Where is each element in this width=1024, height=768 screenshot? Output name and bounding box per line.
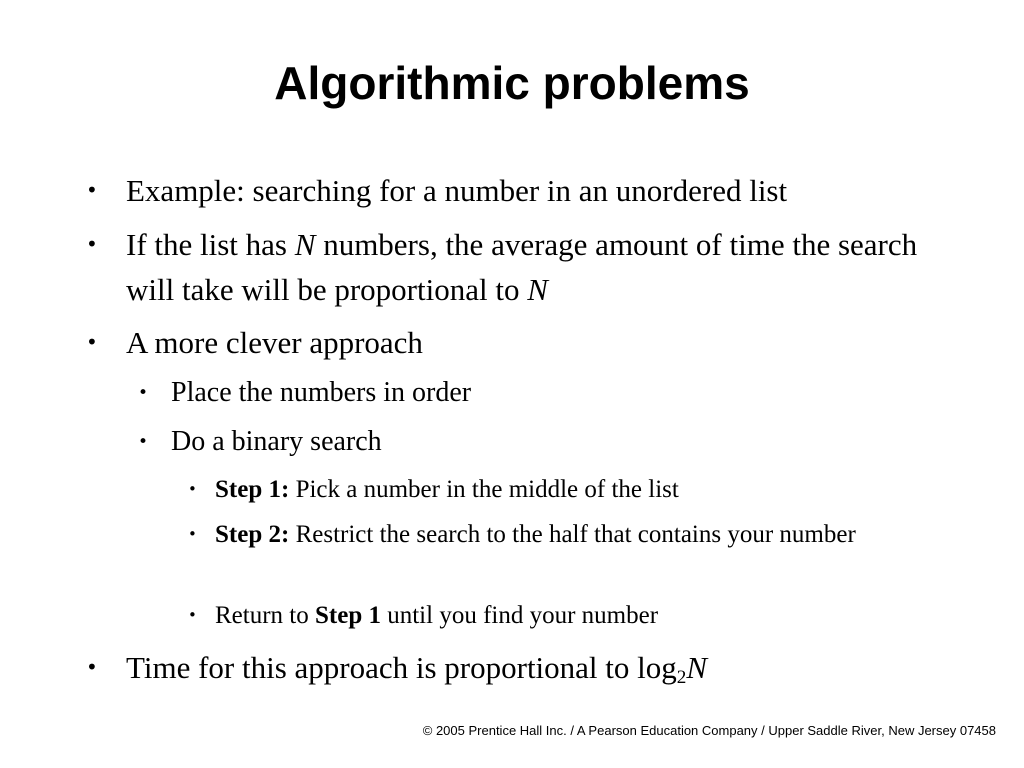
step-item-return [188,597,948,634]
bullet-icon: • [188,606,197,624]
bullet-text [126,645,936,690]
text-segment: Return to [215,602,315,629]
bullet-item-clever-approach [86,320,936,365]
slide-title: Algorithmic problems [274,57,750,109]
step-text [215,516,948,553]
step-item-2 [188,516,948,553]
bullet-icon: • [138,432,149,452]
subbullet-text: Place the numbers in order [171,377,472,408]
bullet-icon: • [86,178,98,202]
bullet-text: Example: searching for a number in an unordered list [126,173,788,208]
variable-n: N [527,272,548,307]
text-segment: Restrict the search to the half that contains your number [289,521,856,548]
text-segment: Pick a number in the middle of the list [289,476,679,503]
subbullet-text: Do a binary search [171,426,382,457]
bullet-icon: • [188,525,197,543]
step-label: Step 1 [315,602,381,629]
bullet-item-average-time [86,222,936,312]
step-label: Step 1: [215,476,290,503]
variable-n: N [686,650,708,685]
bullet-text: A more clever approach [126,325,423,360]
step-label: Step 2: [215,521,290,548]
subbullet-item-place-in-order [138,373,938,413]
bullet-item-example [86,168,936,213]
bullet-item-time-log [86,645,936,690]
text-segment: until you find your number [380,602,659,629]
step-item-1 [188,471,948,508]
step-text [215,597,948,634]
text-segment: Time for this approach is proportional to log [126,650,677,685]
bullet-icon: • [188,480,197,498]
text-segment: If the list has [126,227,295,262]
bullet-text [126,222,936,312]
bullet-icon: • [86,655,98,679]
bullet-icon: • [86,330,98,354]
copyright-footer: © 2005 Prentice Hall Inc. / A Pearson Education Company / Upper Saddle River, New Jersey 07458 [422,723,996,738]
step-text [215,471,948,508]
variable-n: N [294,227,316,262]
bullet-icon: • [138,383,149,403]
text-segment: numbers, the average amount of time the search will take will be proportional to [126,227,918,307]
subscript: 2 [676,666,687,688]
subbullet-item-binary-search [138,422,938,462]
bullet-icon: • [86,232,98,256]
